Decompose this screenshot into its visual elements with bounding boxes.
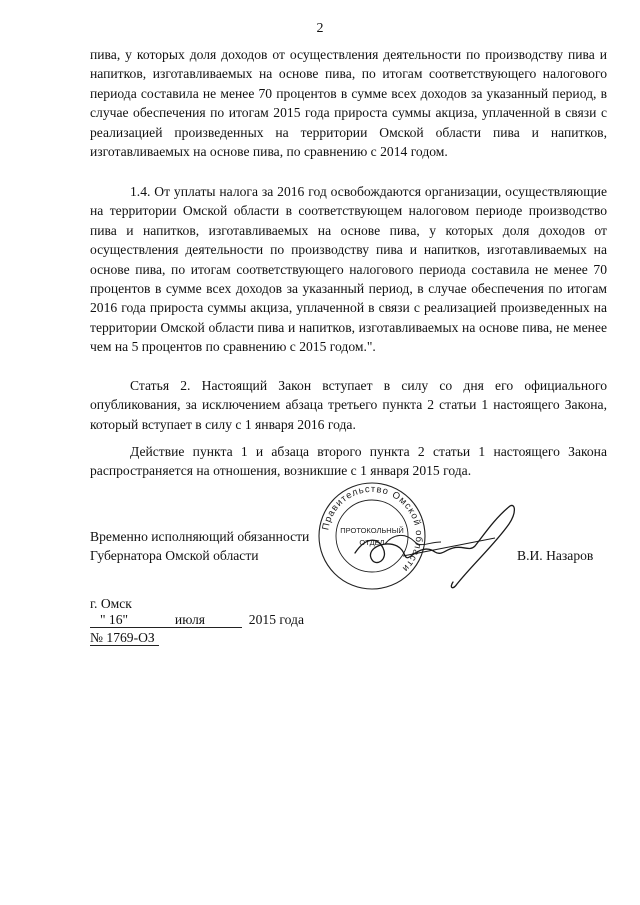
signatory-title-line-1: Временно исполняющий обязанности xyxy=(90,529,310,544)
signing-date xyxy=(90,611,304,629)
intro-paragraph-block xyxy=(90,45,607,161)
handwritten-signature xyxy=(345,498,520,593)
stamp-inner-line-2: ОТДЕЛ xyxy=(359,538,385,547)
intro-paragraph: пива, у которых доля доходов от осуществления деятельности по производству пива и напитков, изготавливаемых на основе пива, по итогам соответствующего налогового периода составила не менее 70 процентов в сумме всех доходов за указанный период, в случае обеспечения по итогам 2015 года прироста суммы акциза, уплаченной в связи с реализацией произведенных на территории Омской области пива и напитков, изготавливаемых на основе пива, по сравнению с 2014 годом. xyxy=(90,47,607,160)
place-of-signing: г. Омск xyxy=(90,596,132,611)
date-open-quote: " xyxy=(99,612,106,627)
date-month: июля xyxy=(138,612,242,628)
date-day: 16 xyxy=(108,612,123,627)
stamp-inner-line-1: ПРОТОКОЛЬНЫЙ xyxy=(340,526,404,535)
signatory-title xyxy=(90,527,309,566)
action-scope-block xyxy=(90,442,607,481)
law-number xyxy=(90,629,159,647)
date-year: 2015 года xyxy=(248,612,304,627)
stamp-outer-text: Правительство Омской области xyxy=(320,483,425,575)
page-number: 2 xyxy=(316,21,324,36)
action-scope-paragraph: Действие пункта 1 и абзаца второго пункта 2 статьи 1 настоящего Закона распространяется на отношения, возникшие с 1 января 2015 года. xyxy=(90,444,607,479)
article-2-paragraph: Статья 2. Настоящий Закон вступает в силу со дня его официального опубликования, за исключением абзаца третьего пункта 2 статьи 1 настоящего Закона, который вступает в силу с 1 января 2016 года. xyxy=(90,378,607,432)
law-number-value: 1769-ОЗ xyxy=(106,630,155,645)
date-day-field xyxy=(90,612,138,628)
article-2-block xyxy=(90,376,607,434)
clause-1-4-paragraph: 1.4. От уплаты налога за 2016 год освобождаются организации, осуществляющие на территории Омской области в соответствующем налоговом периоде производство пива и напитков, изготавливаемых на основе пива, у которых доля доходов от осуществления деятельности по производству пива и напитков, изготавливаемых на основе пива, по итогам соответствующего налогового периода составила не менее 70 процентов в сумме всех доходов за указанный период, в случае обеспечения по итогам 2016 года прироста суммы акциза, уплаченной в связи с реализацией произведенных на территории Омской области пива и напитков, изготавливаемых на основе пива, не менее чем на 5 процентов по сравнению с 2015 годом.". xyxy=(90,184,607,355)
signer-name: В.И. Назаров xyxy=(517,548,594,563)
law-number-prefix: № xyxy=(90,630,103,645)
signatory-title-line-2: Губернатора Омской области xyxy=(90,548,259,564)
clause-1-4-block xyxy=(90,182,607,357)
date-close-quote: " xyxy=(122,612,129,627)
law-number-field xyxy=(90,630,159,646)
